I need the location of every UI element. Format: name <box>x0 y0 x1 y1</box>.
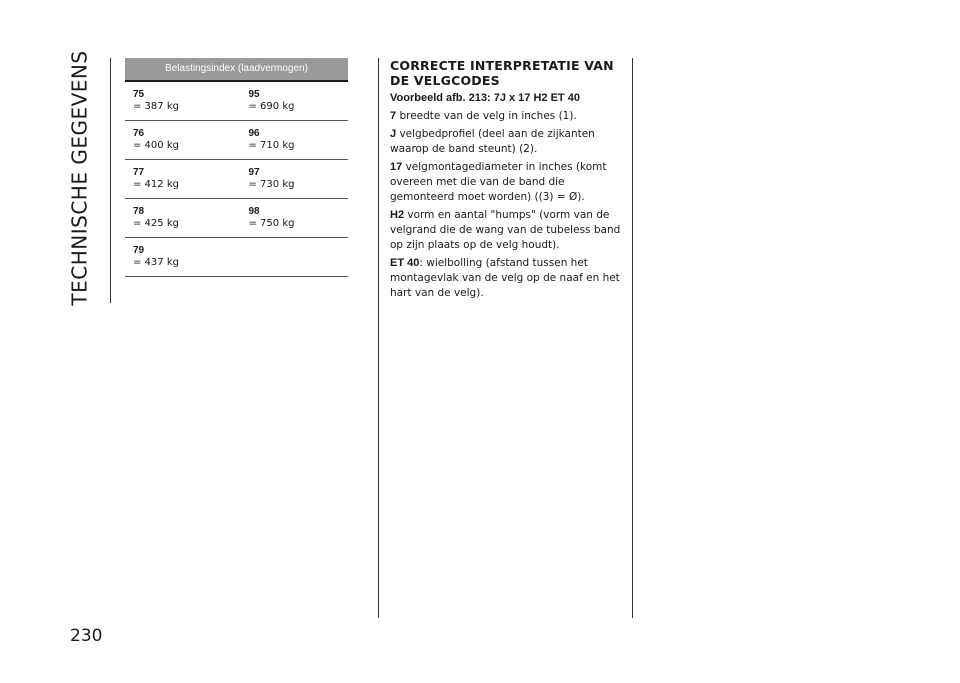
table-cell <box>125 89 237 120</box>
load-index-table <box>125 58 348 277</box>
table-cell <box>125 245 237 276</box>
load-index: 96 <box>248 128 260 139</box>
rim-code-term: J <box>390 128 397 140</box>
section-title <box>60 52 100 304</box>
table-cell <box>237 245 349 276</box>
load-value: = 730 kg <box>248 179 295 190</box>
load-index: 77 <box>133 167 145 178</box>
table-row <box>125 199 348 238</box>
example-reference: Voorbeeld afb. 213: 7J x 17 H2 ET 40 <box>390 92 580 104</box>
load-index: 97 <box>248 167 260 178</box>
table-cell <box>125 167 237 198</box>
rim-code-item <box>390 208 626 253</box>
rim-code-description: breedte van de velg in inches (1). <box>396 110 577 122</box>
table-cell <box>237 89 349 120</box>
column-divider-middle <box>378 58 379 618</box>
rim-code-term: H2 <box>390 209 405 221</box>
load-index: 79 <box>133 245 145 256</box>
load-value: = 750 kg <box>248 218 295 229</box>
rim-code-item <box>390 160 626 205</box>
table-cell <box>237 167 349 198</box>
rim-codes-section <box>390 58 626 304</box>
load-index: 76 <box>133 128 145 139</box>
table-header: Belastingsindex (laadvermogen) <box>125 58 348 82</box>
load-index: 98 <box>248 206 260 217</box>
load-value: = 387 kg <box>133 101 179 112</box>
table-row <box>125 238 348 277</box>
page-number: 230 <box>70 626 103 646</box>
section-title-text: TECHNISCHE GEGEVENS <box>68 50 92 306</box>
column-divider-right <box>632 58 633 618</box>
rim-code-item <box>390 109 626 124</box>
table-row <box>125 121 348 160</box>
rim-code-item <box>390 256 626 301</box>
load-index: 95 <box>248 89 260 100</box>
rim-code-description: velgmontagediameter in inches (komt overeen met die van de band die gemonteerd moet worden) ((3) = Ø). <box>390 161 607 203</box>
load-value: = 710 kg <box>248 140 295 151</box>
load-value: = 437 kg <box>133 257 179 268</box>
load-index: 78 <box>133 206 145 217</box>
rim-code-description: : wielbolling (afstand tussen het montagevlak van de velg op de naaf en het hart van de velg). <box>390 257 620 299</box>
table-row <box>125 160 348 199</box>
load-index: 75 <box>133 89 145 100</box>
rim-code-term: ET 40 <box>390 257 420 269</box>
rim-code-description: velgbedprofiel (deel aan de zijkanten waarop de band steunt) (2). <box>390 128 595 155</box>
table-cell <box>125 128 237 159</box>
section-heading: CORRECTE INTERPRETATIE VAN DE VELGCODES <box>390 58 614 88</box>
rim-code-term: 17 <box>390 161 403 173</box>
rim-code-term: 7 <box>390 110 397 122</box>
sidebar-divider <box>110 58 111 303</box>
load-value: = 400 kg <box>133 140 179 151</box>
load-value: = 425 kg <box>133 218 179 229</box>
rim-code-item <box>390 127 626 157</box>
table-cell <box>125 206 237 237</box>
table-row <box>125 82 348 121</box>
load-value: = 690 kg <box>248 101 295 112</box>
table-cell <box>237 128 349 159</box>
rim-code-description: vorm en aantal "humps" (vorm van de velgrand die de wang van de tubeless band op zijn plaats op de velg houdt). <box>390 209 621 251</box>
table-cell <box>237 206 349 237</box>
load-value: = 412 kg <box>133 179 179 190</box>
